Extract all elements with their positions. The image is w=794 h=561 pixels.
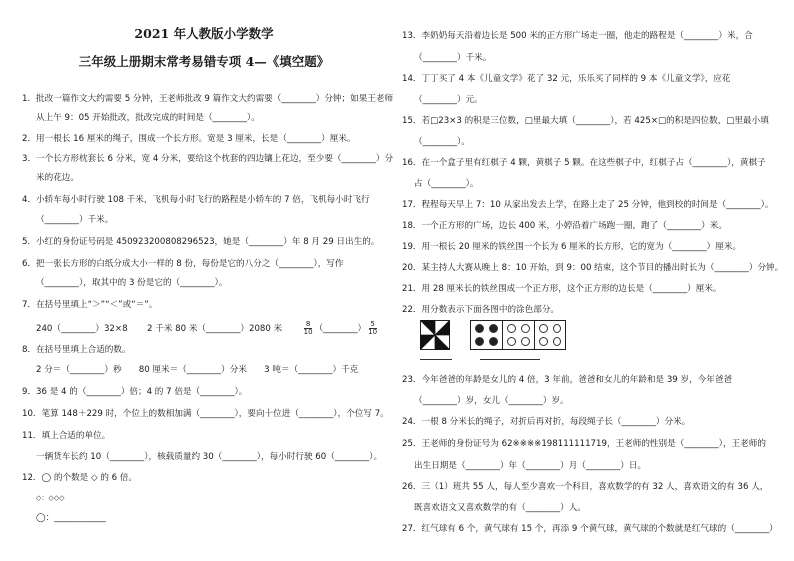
q9-line: 9．36 是 4 的（________）倍；4 的 7 倍是（________）。 bbox=[22, 387, 248, 397]
q23-line2: （________）岁，女儿（________）岁。 bbox=[414, 396, 569, 406]
circle-empty bbox=[507, 337, 516, 346]
q15-line1: 15．若□23×3 的积是三位数，□里最大填（________），若 425×□的积是四位数，□里最小填 bbox=[402, 116, 769, 126]
q7-line: 7．在括号里填上“＞”“＜”或“＝”。 bbox=[22, 300, 158, 310]
circle-empty bbox=[521, 337, 530, 346]
q12-line: 12．◯ 的个数是 ◇ 的 6 倍。 bbox=[22, 473, 138, 483]
q25-line2: 出生日期是（________）年（________）月（________）日。 bbox=[414, 461, 647, 471]
q7-item-a: 240（________）32×8 bbox=[36, 324, 128, 334]
q15-line2: （________）。 bbox=[414, 137, 470, 147]
q8-line: 8．在括号里填上合适的数。 bbox=[22, 345, 131, 355]
circle-empty bbox=[539, 337, 548, 346]
q6-line1: 6．把一张长方形的白纸分成大小一样的 8 份，每份是它的八分之（________），写作 bbox=[22, 259, 344, 269]
q26-line2: 既喜欢语文又喜欢数学的有（________）人。 bbox=[414, 503, 586, 513]
q3-line2: 米的花边。 bbox=[36, 173, 79, 183]
q16-line2: 占（________）。 bbox=[414, 179, 479, 189]
q26-line1: 26．三（1）班共 55 人，每人至少喜欢一个科目，喜欢数学的有 32 人，喜欢语文的有 36 人， bbox=[402, 482, 769, 492]
q22-blank-1 bbox=[420, 352, 452, 364]
paper-subtitle: 三年级上册期末常考易错专项 4—《填空题》 bbox=[78, 54, 330, 69]
q18-line: 18．一个正方形的广场，边长 400 米，小婷沿着广场跑一圈，跑了（________）米。 bbox=[402, 221, 727, 231]
q11-line: 11．填上合适的单位。 bbox=[22, 431, 111, 441]
q25-line1: 25．王老师的身份证号为 62※※※※198111111719，王老师的性别是（________），王老师的 bbox=[402, 439, 766, 449]
circle-filled bbox=[475, 337, 484, 346]
q2-line: 2．用一根长 16 厘米的绳子，围成一个长方形。宽是 3 厘米，长是（________）厘米。 bbox=[22, 134, 356, 144]
circle-empty bbox=[553, 324, 561, 333]
q22-circles-figure bbox=[470, 320, 566, 350]
q1-line1: 1．批改一篇作文大约需要 5 分钟，王老师批改 9 篇作文大约需要（________）分钟；如果王老师 bbox=[22, 94, 394, 104]
q22-line: 22．用分数表示下面各图中的涂色部分。 bbox=[402, 305, 560, 315]
q10-line: 10．笔算 148＋229 时，个位上的数相加满（________），要向十位进（________），个位写 7。 bbox=[22, 409, 389, 419]
q13-line1: 13．李奶奶每天沿着边长是 500 米的正方形广场走一圈，他走的路程是（________）米，合 bbox=[402, 31, 753, 41]
circle-empty bbox=[521, 324, 530, 333]
q17-line: 17．程程每天早上 7：10 从家出发去上学，在路上走了 25 分钟，他到校的时间是（________）。 bbox=[402, 200, 774, 210]
q12-diamonds: ◇：◇◇◇ bbox=[36, 494, 65, 502]
q7-item-b: 2 千米 80 米（________）2080 米 bbox=[147, 324, 283, 334]
q7-fraction-left: $\frac{8}{10}$ bbox=[303, 320, 313, 336]
q13-line2: （________）千米。 bbox=[414, 53, 492, 63]
circle-empty bbox=[553, 337, 561, 346]
q7-compare-row: 240（________）32×8 2 千米 80 米（________）2080 米 $\frac{8}{10}$ （________） $\frac{5}{10}$ bbox=[36, 320, 378, 336]
q4-line2: （________）千米。 bbox=[36, 215, 114, 225]
q27-line: 27．红气球有 6 个，黄气球有 15 个，再添 9 个黄气球，黄气球的个数就是红气球的（________） bbox=[402, 524, 778, 534]
paper-title: 2021 年人教版小学数学 bbox=[134, 26, 274, 41]
circle-filled bbox=[475, 324, 484, 333]
q8-items: 2 分＝（________）秒 80 厘米＝（________）分米 3 吨＝（________）千克 bbox=[36, 365, 359, 375]
q21-line: 21．用 28 厘米长的铁丝围成一个正方形，这个正方形的边长是（________）厘米。 bbox=[402, 284, 722, 294]
pinwheel-shape bbox=[420, 320, 450, 350]
circle-filled bbox=[489, 337, 498, 346]
q14-line2: （________）元。 bbox=[414, 95, 483, 105]
q22-blank-2 bbox=[480, 352, 540, 364]
circle-empty bbox=[507, 324, 516, 333]
q7-fraction-right: $\frac{5}{10}$ bbox=[368, 320, 378, 336]
q22-pinwheel-figure bbox=[420, 320, 450, 350]
q11-items: 一辆货车长约 10（________），核载质量约 30（________），每小时行驶 60（________）。 bbox=[36, 452, 383, 462]
q12-answer: ◯：____________ bbox=[36, 513, 106, 523]
q1-line2: 从上午 9：05 开始批改，批改完成的时间是（________）。 bbox=[36, 113, 260, 123]
q3-line1: 3．一个长方形枕套长 6 分米，宽 4 分米，要给这个枕套的四边镶上花边，至少要（________）分 bbox=[22, 154, 394, 164]
circle-filled bbox=[489, 324, 498, 333]
q19-line: 19．用一根长 20 厘米的铁丝围一个长为 6 厘米的长方形，它的宽为（________）厘米。 bbox=[402, 242, 742, 252]
q5-line: 5．小红的身份证号码是 450923200808296523，她是（________）年 8 月 29 日出生的。 bbox=[22, 237, 380, 247]
q24-line: 24．一根 8 分米长的绳子，对折后再对折，每段绳子长（________）分米。 bbox=[402, 417, 691, 427]
circle-empty bbox=[539, 324, 548, 333]
q23-line1: 23．今年爸爸的年龄是女儿的 4 倍，3 年前，爸爸和女儿的年龄和是 39 岁，今年爸爸 bbox=[402, 375, 733, 385]
q16-line1: 16．在一个盒子里有红棋子 4 颗，黄棋子 5 颗。在这些棋子中，红棋子占（________），黄棋子 bbox=[402, 158, 766, 168]
q14-line1: 14．丁丁买了 4 本《儿童文学》花了 32 元，乐乐买了同样的 9 本《儿童文学》，应花 bbox=[402, 74, 731, 84]
q4-line1: 4．小轿车每小时行驶 108 千米，飞机每小时飞行的路程是小轿车的 7 倍，飞机每小时飞行 bbox=[22, 195, 370, 205]
q20-line: 20．某主持人大赛从晚上 8：10 开始，到 9：00 结束，这个节目的播出时长为（________）分钟。 bbox=[402, 263, 784, 273]
q6-line2: （________），取其中的 3 份是它的（________）。 bbox=[36, 278, 228, 288]
